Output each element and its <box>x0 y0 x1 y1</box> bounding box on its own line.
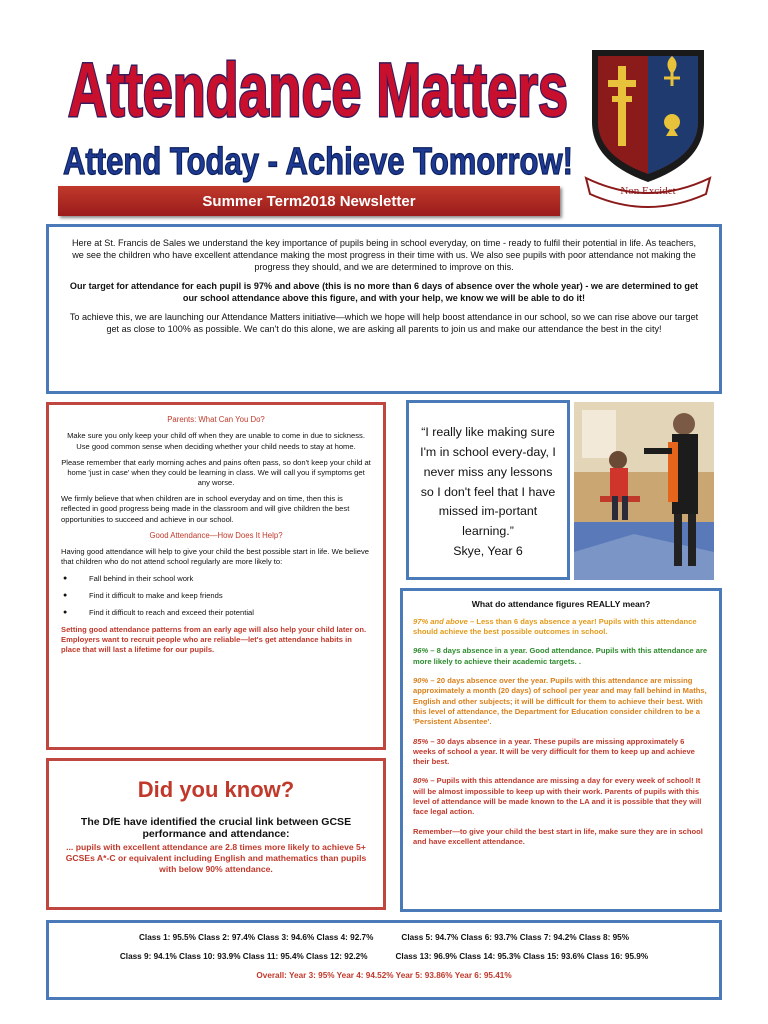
did-you-know-title: Did you know? <box>137 777 295 802</box>
figure-item-90 <box>413 676 709 728</box>
parents-paragraph-2: Please remember that early morning aches and pains often pass, so don't keep your child at home 'just in case' when they could be learning in class. We will call you if symptoms get any worse. <box>61 457 371 488</box>
intro-paragraph-1: Here at St. Francis de Sales we understand the key importance of pupils being in school everyday, on time - ready to fulfil their potential in life. As teachers, we see the children who have excellent attendance making the most progress in their time with us. We also see pupils with poor attendance not making the progress they should, and we are determined to improve on this. <box>71 238 697 272</box>
classroom-photo <box>574 402 714 580</box>
parents-paragraph-4: Having good attendance will help to give your child the best possible start in life. We believe that children who do not attend school regularly are more likely to: <box>61 547 370 567</box>
did-you-know-box <box>46 758 386 910</box>
subtitle-text: Attend Today - Achieve Tomorrow! <box>63 141 573 183</box>
figure-item-96 <box>413 646 709 667</box>
figure-text: – 8 days absence in a year. Good attendance. Pupils with this attendance are more likely to achieve their academic targets. . <box>413 646 708 666</box>
risk-list <box>61 574 371 619</box>
intro-box <box>46 224 722 394</box>
figures-closing: Remember—to give your child the best start in life, make sure they are in school and have excellent attendance. <box>413 826 703 846</box>
overall-year-stats: Overall: Year 3: 95% Year 4: 94.52% Year 5: 93.86% Year 6: 95.41% <box>256 971 512 980</box>
pupil-quote-author: Skye, Year 6 <box>453 544 523 559</box>
newsletter-title <box>58 38 578 138</box>
figure-text: – Less than 6 days absence a year! Pupils with this attendance should achieve the best possible outcomes in school. <box>413 616 697 636</box>
good-attendance-heading: Good Attendance—How Does It Help? <box>149 530 283 540</box>
intro-paragraph-2: Our target for attendance for each pupil is 97% and above (this is no more than 6 days of absence over the whole year) - we are determined to get our school attendance above this figure, and with your help, we know we will be able to do it! <box>69 281 699 303</box>
figure-pct: 80% <box>413 776 429 786</box>
risk-list-item: ● Fall behind in their school work <box>61 574 371 584</box>
figure-pct: 96% <box>413 646 429 656</box>
class-row-1 <box>57 933 711 942</box>
crest-motto: Non Excidet <box>620 185 676 197</box>
parents-box <box>46 402 386 750</box>
class-stats-text: Class 13: 96.9% Class 14: 95.3% Class 15: 93.6% Class 16: 95.9% <box>395 952 649 961</box>
did-you-know-detail: ... pupils with excellent attendance are 2.8 times more likely to achieve 5+ GCSEs A*-C or equivalent including English and mathematics than pupils with below 90% attendance. <box>65 842 367 875</box>
figure-pct: 85% <box>413 736 429 746</box>
figure-item-80 <box>413 776 709 817</box>
class-stats-text: Class 1: 95.5% Class 2: 97.4% Class 3: 94.6% Class 4: 92.7% <box>139 933 374 942</box>
parents-heading: Parents: What Can You Do? <box>167 415 265 424</box>
school-crest-logo <box>582 44 714 200</box>
figure-text: – Pupils with this attendance are missing a day for every week of school! It will be almost impossible to keep up with their work. Parents of pupils with this level of attendance will be made known to the LA and it is possible that they will face legal action. <box>413 776 702 817</box>
figure-text: – 30 days absence in a year. These pupils are missing approximately 6 weeks of school a year. It will be very difficult for them to keep up and achieve their best. <box>413 736 695 767</box>
figure-item-97 <box>413 617 709 638</box>
class-attendance-box <box>46 920 722 1000</box>
did-you-know-statement: The DfE have identified the crucial link between GCSE performance and attendance: <box>80 816 352 840</box>
newsletter-subtitle <box>58 128 578 190</box>
term-banner <box>58 186 560 216</box>
pupil-quote-text: “I really like making sure I'm in school every-day, I never miss any lessons so I don't feel that I have missed im-portant learning.” <box>420 425 556 539</box>
title-text: Attendance Matters <box>68 48 568 133</box>
risk-list-item: ● Find it difficult to reach and exceed their potential <box>61 608 371 618</box>
pupil-quote-box <box>406 400 570 580</box>
intro-paragraph-3: To achieve this, we are launching our Attendance Matters initiative—which we hope will help boost attendance in our school, so we can rise above our target get as close to 100% as possible. We can't do this alone, we are asking all parents to join us and make our attendance the best in the city! <box>69 312 699 334</box>
class-stats-text: Class 9: 94.1% Class 10: 93.9% Class 11: 95.4% Class 12: 92.2% <box>119 952 368 961</box>
figure-pct: 97% and above <box>413 616 468 626</box>
attendance-figures-box <box>400 588 722 912</box>
figure-item-85 <box>413 737 709 768</box>
figure-text: – 20 days absence over the year. Pupils with this attendance are missing approximately a month (20 days) of school per year and may fall behind in Maths, English and other subjects; it will be difficult for them to achieve their best. With this level of attendance, the Department for Education consider children to be a 'Persistent Absentee'. <box>413 675 707 727</box>
parents-paragraph-5: Setting good attendance patterns from an early age will also help your child later on. Employers want to recruit people who are reliable—let's get attendance habits in place that will last a lifetime for our pupils. <box>61 625 367 655</box>
parents-paragraph-3: We firmly believe that when children are in school everyday and on time, then this is reflected in good progress being made in the classroom and will give children the best opportunities to succeed and achieve in our school. <box>61 494 350 524</box>
figures-heading: What do attendance figures REALLY mean? <box>471 599 651 609</box>
risk-list-item: ● Find it difficult to make and keep friends <box>61 591 371 601</box>
class-stats-text: Class 5: 94.7% Class 6: 93.7% Class 7: 94.2% Class 8: 95% <box>401 933 629 942</box>
parents-paragraph-1: Make sure you only keep your child off when they are unable to come in due to sickness. Use good common sense when deciding whether your child needs to stay at home. <box>67 431 365 451</box>
figure-pct: 90% <box>413 675 429 685</box>
class-row-2 <box>57 952 711 961</box>
term-banner-text: Summer Term2018 Newsletter <box>202 192 416 210</box>
